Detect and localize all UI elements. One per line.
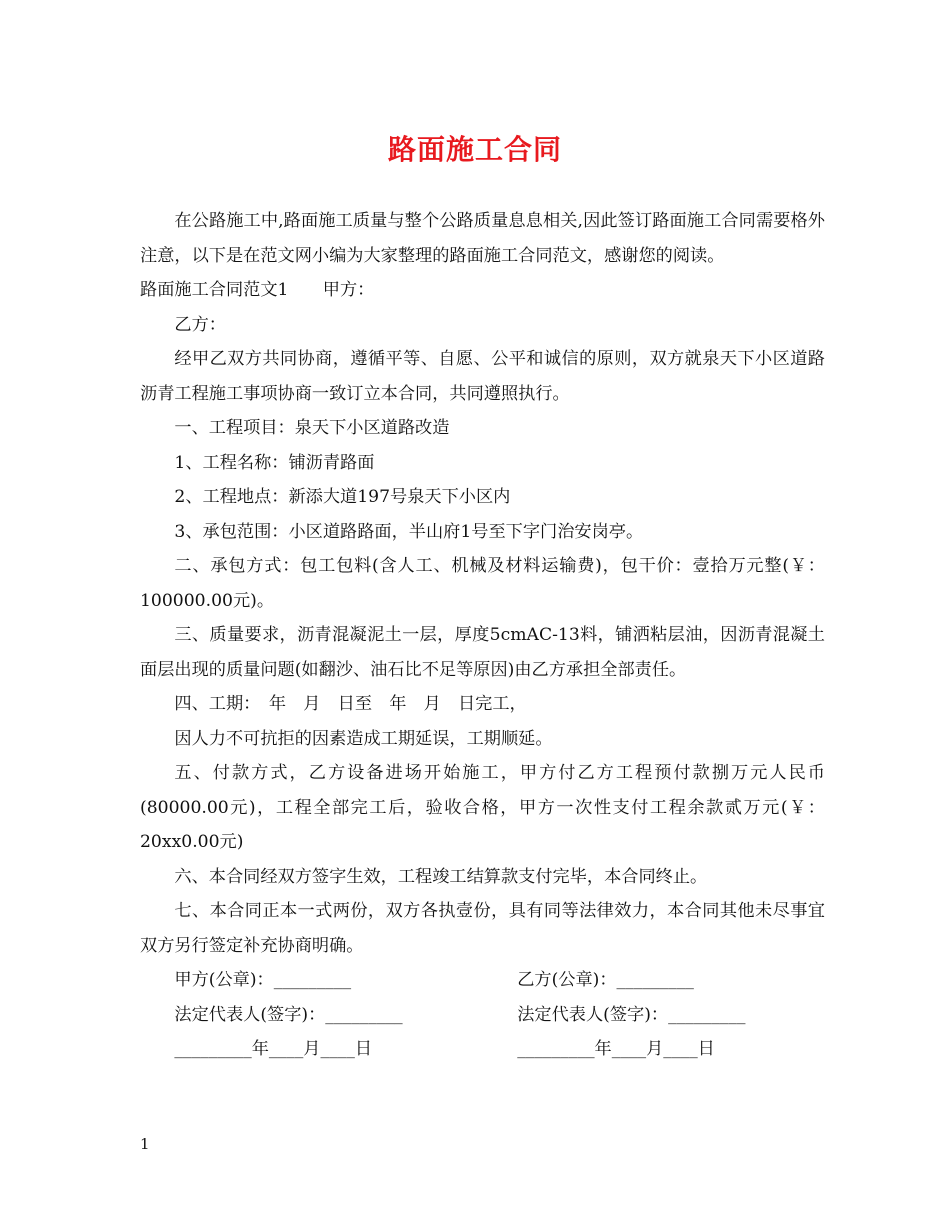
party-a-date: _________年____月____日	[174, 1039, 373, 1059]
clause-paragraph: 六、本合同经双方签字生效，工程竣工结算款支付完毕，本合同终止。	[174, 866, 708, 887]
signature-row-seal	[140, 963, 825, 998]
clause-paragraph: 因人力不可抗拒的因素造成工期延误，工期顺延。	[174, 728, 553, 749]
sample-heading: 路面施工合同范文1 甲方：	[140, 280, 375, 300]
document-title: 路面施工合同	[387, 133, 562, 166]
clause-paragraph: 三、质量要求，沥青混凝泥土一层，厚度5cmAC-13料，铺洒粘层油，因沥青混凝土面层出现的质量问题(如翻沙、油石比不足等原因)由乙方承担全部责任。	[140, 625, 825, 680]
party-b-date: _________年____月____日	[517, 1039, 715, 1059]
clause-paragraph: 四、工期： 年 月 日至 年 月 日完工，	[174, 694, 527, 714]
party-b-line: 乙方：	[174, 314, 226, 335]
party-b-seal: 乙方(公章)：_________	[517, 970, 694, 990]
clause-paragraph: 2、工程地点：新添大道197号泉天下小区内	[174, 487, 511, 507]
agreement-paragraph: 经甲乙双方共同协商，遵循平等、自愿、公平和诚信的原则，双方就泉天下小区道路沥青工程施工事项协商一致订立本合同，共同遵照执行。	[140, 349, 825, 404]
party-a-representative: 法定代表人(签字)：_________	[174, 1004, 403, 1025]
signature-row-representative	[140, 998, 825, 1033]
clause-paragraph: 五、付款方式，乙方设备进场开始施工，甲方付乙方工程预付款捌万元人民币(80000.00元)，工程全部完工后，验收合格，甲方一次性支付工程余款贰万元(￥：20xx0.00元)	[140, 763, 825, 852]
intro-paragraph: 在公路施工中,路面施工质量与整个公路质量息息相关,因此签订路面施工合同需要格外注意，以下是在范文网小编为大家整理的路面施工合同范文，感谢您的阅读。	[140, 211, 825, 266]
page-number: 1	[140, 1135, 150, 1153]
clause-paragraph: 七、本合同正本一式两份，双方各执壹份，具有同等法律效力，本合同其他未尽事宜双方另行签定补充协商明确。	[140, 901, 825, 956]
document-body	[140, 204, 825, 1067]
party-b-representative: 法定代表人(签字)：_________	[517, 1004, 746, 1025]
clause-paragraph: 一、工程项目：泉天下小区道路改造	[174, 418, 450, 438]
party-a-seal: 甲方(公章)：_________	[174, 970, 352, 990]
clause-paragraph: 1、工程名称：铺沥青路面	[174, 452, 375, 473]
signature-row-date	[140, 1032, 825, 1067]
clause-paragraph: 二、承包方式：包工包料(含人工、机械及材料运输费)，包干价：壹拾万元整(￥：100000.00元)。	[140, 556, 825, 611]
clause-paragraph: 3、承包范围：小区道路路面，半山府1号至下字门治安岗亭。	[174, 521, 644, 542]
